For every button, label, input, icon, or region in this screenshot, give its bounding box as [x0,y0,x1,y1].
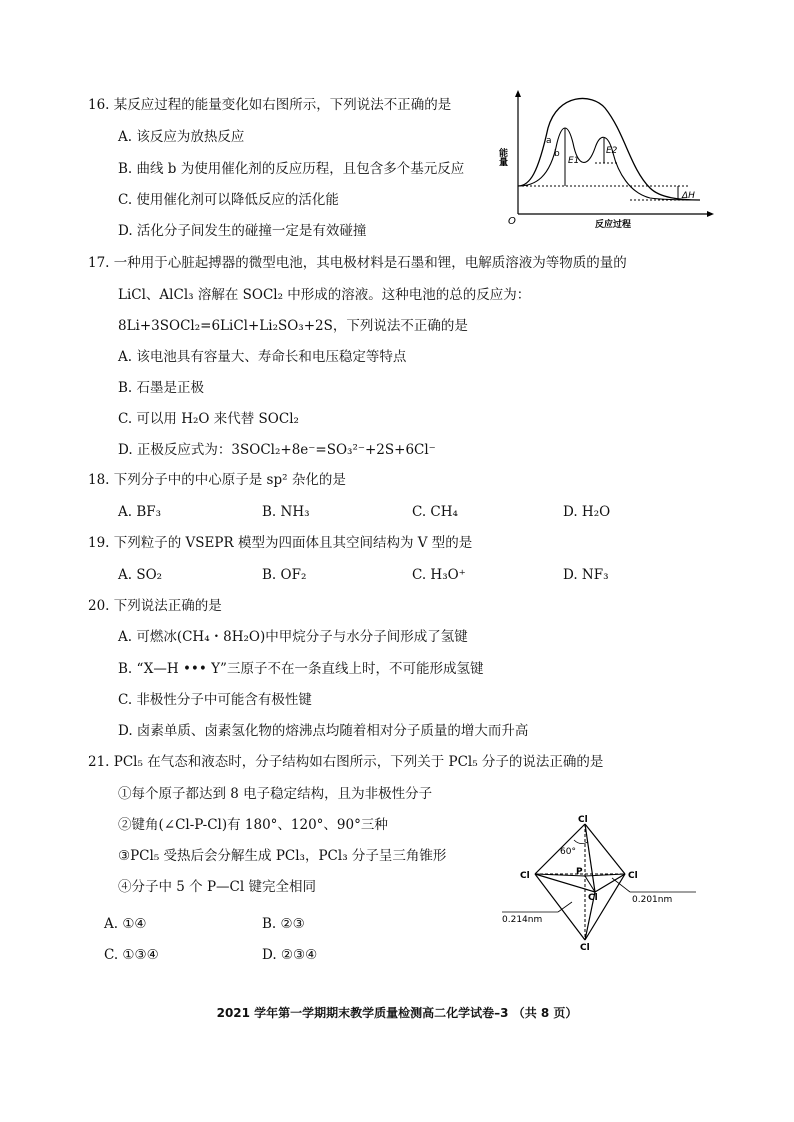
q18-option-b: B. NH₃ [262,504,310,520]
cl-right-label: Cl [628,871,638,881]
cl-left-label: Cl [520,871,530,881]
origin-label: O [508,216,516,227]
xlabel: 反应过程 [595,220,632,230]
q18-option-c: C. CH₄ [412,504,458,520]
q17-option-b: B. 石墨是正极 [118,380,205,396]
dh-label: ΔH [682,191,695,201]
q18-option-d: D. H₂O [563,504,611,520]
q21-option-b: B. ②③ [262,916,305,932]
e1-label: E1 [568,156,580,166]
q17-stem-1: 17. 一种用于心脏起搏器的微型电池，其电极材料是石墨和锂，电解质溶液为等物质的量的 [88,255,627,271]
q19-option-b: B. OF₂ [262,567,307,583]
q20-option-a: A. 可燃冰(CH₄・8H₂O)中甲烷分子与水分子间形成了氢键 [118,629,468,645]
q20-option-c: C. 非极性分子中可能含有极性键 [118,692,312,708]
q19-option-c: C. H₃O⁺ [412,567,466,583]
q20-stem: 20. 下列说法正确的是 [88,598,222,614]
q17-option-d: D. 正极反应式为：3SOCl₂+8e⁻=SO₃²⁻+2S+6Cl⁻ [118,442,436,458]
q16-option-b: B. 曲线 b 为使用催化剂的反应历程，且包含多个基元反应 [118,161,465,177]
pcl5-diagram [500,812,700,952]
q21-statement-4: ④分子中 5 个 P—Cl 键完全相同 [118,879,316,895]
q17-stem-3: 8Li+3SOCl₂=6LiCl+Li₂SO₃+2S，下列说法不正确的是 [118,318,468,334]
q20-option-b: B. “X—H ••• Y”三原子不在一条直线上时，不可能形成氢键 [118,661,484,677]
cl-front-label: Cl [588,893,598,903]
q19-stem: 19. 下列粒子的 VSEPR 模型为四面体且其空间结构为 V 型的是 [88,535,473,551]
q19-option-a: A. SO₂ [118,567,163,583]
q21-option-a: A. ①④ [104,916,147,932]
q21-option-d: D. ②③④ [262,947,318,963]
angle-label: 60° [560,847,576,857]
q16-option-d: D. 活化分子间发生的碰撞一定是有效碰撞 [118,223,367,239]
q21-statement-3: ③PCl₅ 受热后会分解生成 PCl₃，PCl₃ 分子呈三角锥形 [118,848,447,864]
q18-stem: 18. 下列分子中的中心原子是 sp² 杂化的是 [88,472,346,488]
q17-option-a: A. 该电池具有容量大、寿命长和电压稳定等特点 [118,349,407,365]
length-201-label: 0.201nm [632,895,673,905]
e2-label: E2 [606,146,618,156]
cl-bottom-label: Cl [580,943,590,953]
p-label: P [576,867,583,877]
q21-stem: 21. PCl₅ 在气态和液态时，分子结构如右图所示，下列关于 PCl₅ 分子的说法正确的是 [88,754,604,770]
q16-stem: 16. 某反应过程的能量变化如右图所示，下列说法不正确的是 [88,97,452,113]
q18-option-a: A. BF₃ [118,504,162,520]
q16-option-c: C. 使用催化剂可以降低反应的活化能 [118,192,339,208]
q20-option-d: D. 卤素单质、卤素氢化物的熔沸点均随着相对分子质量的增大而升高 [118,723,529,739]
page-footer: 2021 学年第一学期期末教学质量检测高二化学试卷–3 （共 8 页） [216,1006,578,1020]
q21-option-c: C. ①③④ [104,947,159,963]
curve-a-label: a [546,136,552,146]
energy-diagram [497,88,715,233]
q17-stem-2: LiCl、AlCl₃ 溶解在 SOCl₂ 中形成的溶液。这种电池的总的反应为： [118,287,531,303]
length-214-label: 0.214nm [502,915,543,925]
ylabel: 能量 [497,148,507,166]
q21-statement-2: ②键角(∠Cl-P-Cl)有 180°、120°、90°三种 [118,817,388,833]
q16-option-a: A. 该反应为放热反应 [118,129,245,145]
q21-statement-1: ①每个原子都达到 8 电子稳定结构，且为非极性分子 [118,786,433,802]
curve-b-label: b [554,149,560,159]
q19-option-d: D. NF₃ [563,567,609,583]
q17-option-c: C. 可以用 H₂O 来代替 SOCl₂ [118,411,299,427]
cl-top-label: Cl [578,815,588,825]
